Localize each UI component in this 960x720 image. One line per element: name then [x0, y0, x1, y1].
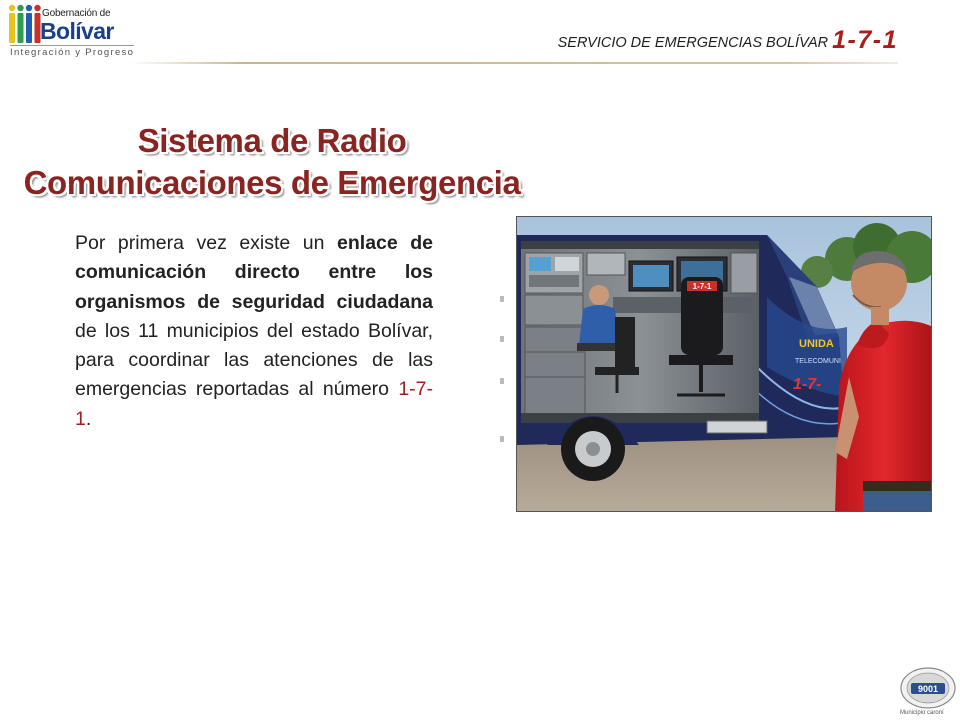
- service-number: 1-7-1: [832, 26, 898, 54]
- service-header: [558, 26, 898, 55]
- iso-certification-icon: [898, 664, 958, 710]
- slide-title: [22, 120, 522, 204]
- body-text-1: Por primera vez existe un: [75, 232, 338, 254]
- logo-divider: [10, 45, 134, 46]
- body-paragraph: [75, 229, 433, 434]
- iso-number: 9001: [917, 684, 939, 694]
- seat-text: 1-7-1: [692, 282, 712, 291]
- header-divider: [130, 62, 898, 64]
- title-line-1: Sistema de Radio: [137, 122, 407, 159]
- photo-edge-marks: [500, 296, 504, 456]
- van-text-2: TELECOMUNI: [795, 358, 841, 365]
- logo-line2: Bolívar: [40, 18, 114, 44]
- body-number: 1-7-1: [75, 378, 433, 430]
- van-text-3: 1-7-: [793, 376, 822, 393]
- gobernacion-logo: [8, 4, 138, 60]
- logo-tagline: Integración y Progreso: [10, 47, 135, 58]
- title-line-2: Comunicaciones de Emergencia: [23, 164, 521, 201]
- body-text-3: .: [85, 407, 92, 430]
- emergency-van-photo: [516, 216, 932, 512]
- service-name: SERVICIO DE EMERGENCIAS BOLÍVAR: [557, 35, 829, 51]
- logo-bars-icon: [8, 4, 42, 46]
- van-text-1: UNIDA: [799, 338, 834, 350]
- badge-caption: Municipio caroní: [900, 710, 944, 716]
- body-text-2: de los 11 municipios del estado Bolívar, para coordinar las atenciones de las emergencias reportadas al número: [75, 319, 433, 401]
- logo-line1: Gobernación de: [42, 8, 111, 19]
- van-photo-illustration: [517, 217, 932, 512]
- iso-9001-badge: [898, 664, 958, 720]
- body-bold-text: enlace de comunicación directo entre los organismos de seguridad ciudadana: [75, 232, 433, 313]
